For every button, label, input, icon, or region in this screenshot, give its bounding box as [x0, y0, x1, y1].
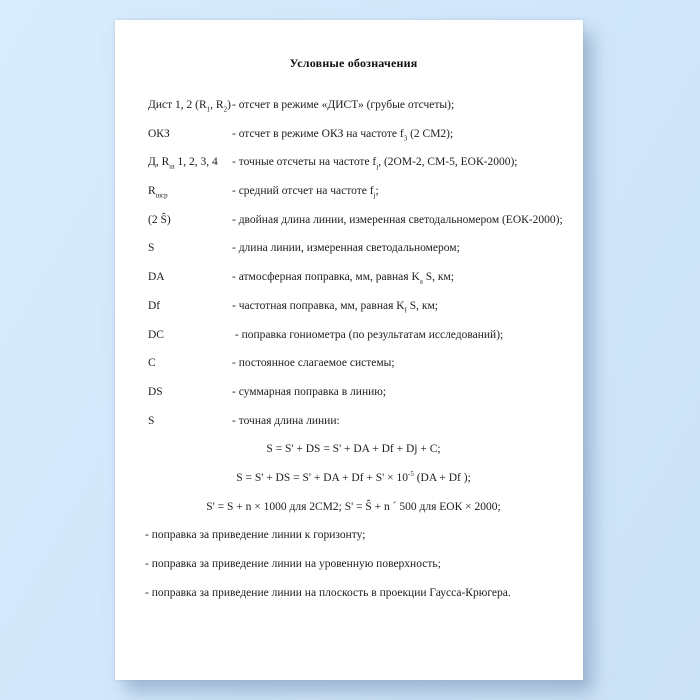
term-label: (2 Ŝ): [148, 213, 171, 226]
note-line: - поправка за приведение линии на плоскость в проекции Гаусса-Крюгера.: [145, 586, 511, 599]
definition-row: [148, 386, 559, 415]
definition-row: [148, 185, 559, 214]
note-line: - поправка за приведение линии к горизонту;: [145, 529, 366, 542]
definition-row: [148, 213, 563, 243]
formulas-block: [148, 443, 559, 529]
term-label: S: [148, 242, 155, 255]
term-description: - двойная длина линии, измеренная светодальномером (ЕОК-2000);: [232, 213, 563, 226]
term-description: - отсчет в режиме ОКЗ на частоте $f_3$ (2 СМ2);: [232, 127, 454, 142]
term-description: - постоянное слагаемое системы;: [232, 357, 395, 370]
formula-line: S' = S + n × 1000 для 2СМ2; S' = Ŝ + n ´ 500 для ЕОК × 2000;: [206, 500, 501, 513]
term-label: DA: [148, 271, 165, 284]
term-description: - частотная поправка, мм, равная $K_f$ S, км;: [232, 299, 438, 315]
term-description: - суммарная поправка в линию;: [232, 385, 387, 398]
term-label: Д, $R_ш$ 1, 2, 3, 4: [148, 156, 218, 171]
definition-row: [148, 357, 559, 386]
term-label: Df: [148, 299, 161, 312]
term-description: - точная длина линии:: [232, 414, 340, 427]
term-description: - атмосферная поправка, мм, равная $K_a$ S, км;: [232, 271, 454, 286]
term-description: - отсчет в режиме «ДИСТ» (грубые отсчеты);: [232, 99, 455, 111]
document-content: [115, 20, 583, 615]
term-label: S: [148, 414, 155, 427]
term-label: C: [148, 357, 156, 370]
definition-row: [148, 415, 559, 444]
definitions-list: [148, 99, 563, 443]
definition-row: [148, 300, 559, 329]
term-label: $R_{шср}$: [148, 185, 168, 200]
notes-block: [145, 529, 559, 615]
document-title: Условные обозначения: [289, 56, 418, 70]
definition-row: [148, 99, 559, 128]
term-description: - поправка гониометра (по результатам исследований);: [232, 328, 504, 341]
term-label: DS: [148, 385, 163, 398]
term-label: DC: [148, 328, 164, 341]
definition-row: [148, 156, 559, 185]
term-description: - точные отсчеты на частоте $f_j$, (2ОМ-2, СМ-5, ЕОК-2000);: [232, 156, 518, 171]
definition-row: [148, 329, 559, 358]
term-label: ОКЗ: [148, 127, 170, 140]
definition-row: [148, 242, 559, 271]
term-description: - средний отсчет на частоте $f_j$;: [232, 185, 379, 200]
term-description: - длина линии, измеренная светодальномером;: [232, 242, 460, 255]
definition-row: [148, 271, 559, 300]
formula-line: S = S' + DS = S' + DA + $Df + S' \times 10^{-5}$ (DA + Df );: [236, 470, 471, 484]
term-label: Дист 1, 2 ($R_1$, $R_2$): [148, 99, 231, 114]
document-page: [115, 20, 583, 680]
formula-line: S = S' + DS = S' + DA + Df + Dj + C;: [266, 443, 441, 456]
definition-row: [148, 128, 559, 157]
note-line: - поправка за приведение линии на уровенную поверхность;: [145, 558, 441, 570]
